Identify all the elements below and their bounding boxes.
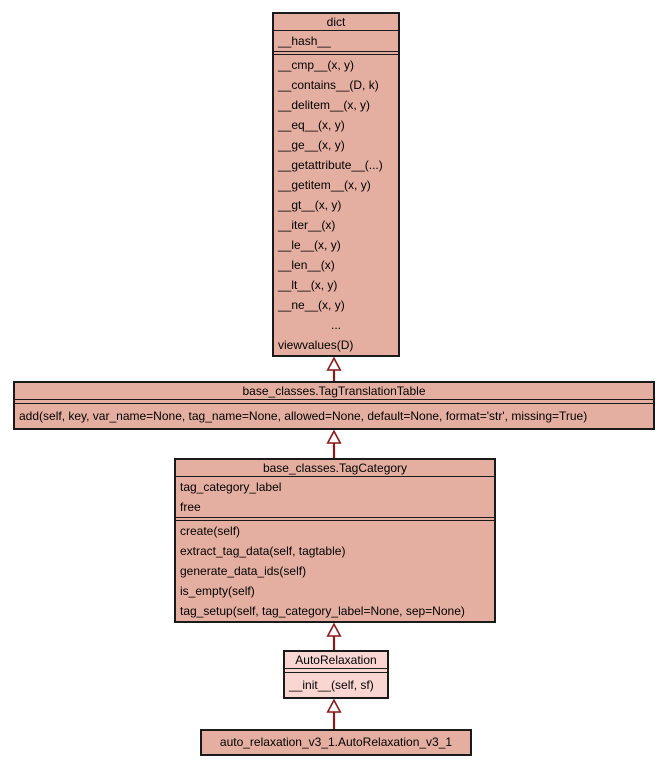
class-title: base_classes.TagTranslationTable — [15, 383, 653, 400]
class-node-auto-relaxation[interactable] — [283, 650, 389, 699]
class-method: __init__(self, sf) — [289, 678, 374, 692]
class-method: __cmp__(x, y) — [278, 58, 355, 72]
class-method: __contains__(D, k) — [278, 78, 379, 92]
class-method: __ge__(x, y) — [278, 138, 345, 152]
class-method: ... — [330, 318, 341, 332]
class-node-dict[interactable] — [272, 12, 400, 357]
class-method: __gt__(x, y) — [278, 198, 342, 212]
class-method: viewvalues(D) — [278, 338, 354, 352]
class-node-tag-translation-table[interactable] — [13, 381, 655, 430]
class-method: add(self, key, var_name=None, tag_name=None, allowed=None, default=None, format='str', missing=True) — [19, 409, 588, 423]
class-node-tag-category[interactable] — [174, 458, 496, 623]
class-method: is_empty(self) — [180, 584, 255, 598]
class-method: tag_setup(self, tag_category_label=None, sep=None) — [180, 604, 465, 618]
class-method: __ne__(x, y) — [278, 298, 345, 312]
class-method: __iter__(x) — [278, 218, 336, 232]
inheritance-arrow — [326, 357, 342, 381]
class-attribute: free — [180, 500, 201, 514]
inheritance-arrow — [326, 623, 342, 650]
class-title: dict — [274, 14, 398, 31]
class-method: __le__(x, y) — [278, 238, 341, 252]
class-method: __lt__(x, y) — [278, 278, 338, 292]
class-title: AutoRelaxation — [285, 652, 387, 669]
class-method: __delitem__(x, y) — [278, 98, 371, 112]
class-method: extract_tag_data(self, tagtable) — [180, 544, 346, 558]
class-attribute: __hash__ — [278, 34, 331, 48]
class-attribute: tag_category_label — [180, 480, 282, 494]
class-method: __eq__(x, y) — [278, 118, 345, 132]
class-method: generate_data_ids(self) — [180, 564, 307, 578]
class-title: base_classes.TagCategory — [176, 460, 494, 477]
class-method: __getattribute__(...) — [278, 158, 383, 172]
class-method: __len__(x) — [278, 258, 335, 272]
inheritance-arrow — [326, 430, 342, 458]
class-method: __getitem__(x, y) — [278, 178, 371, 192]
class-node-auto-relaxation-v3-1[interactable]: auto_relaxation_v3_1.AutoRelaxation_v3_1 — [200, 729, 472, 756]
inheritance-arrow — [326, 699, 342, 729]
class-method: create(self) — [180, 524, 241, 538]
